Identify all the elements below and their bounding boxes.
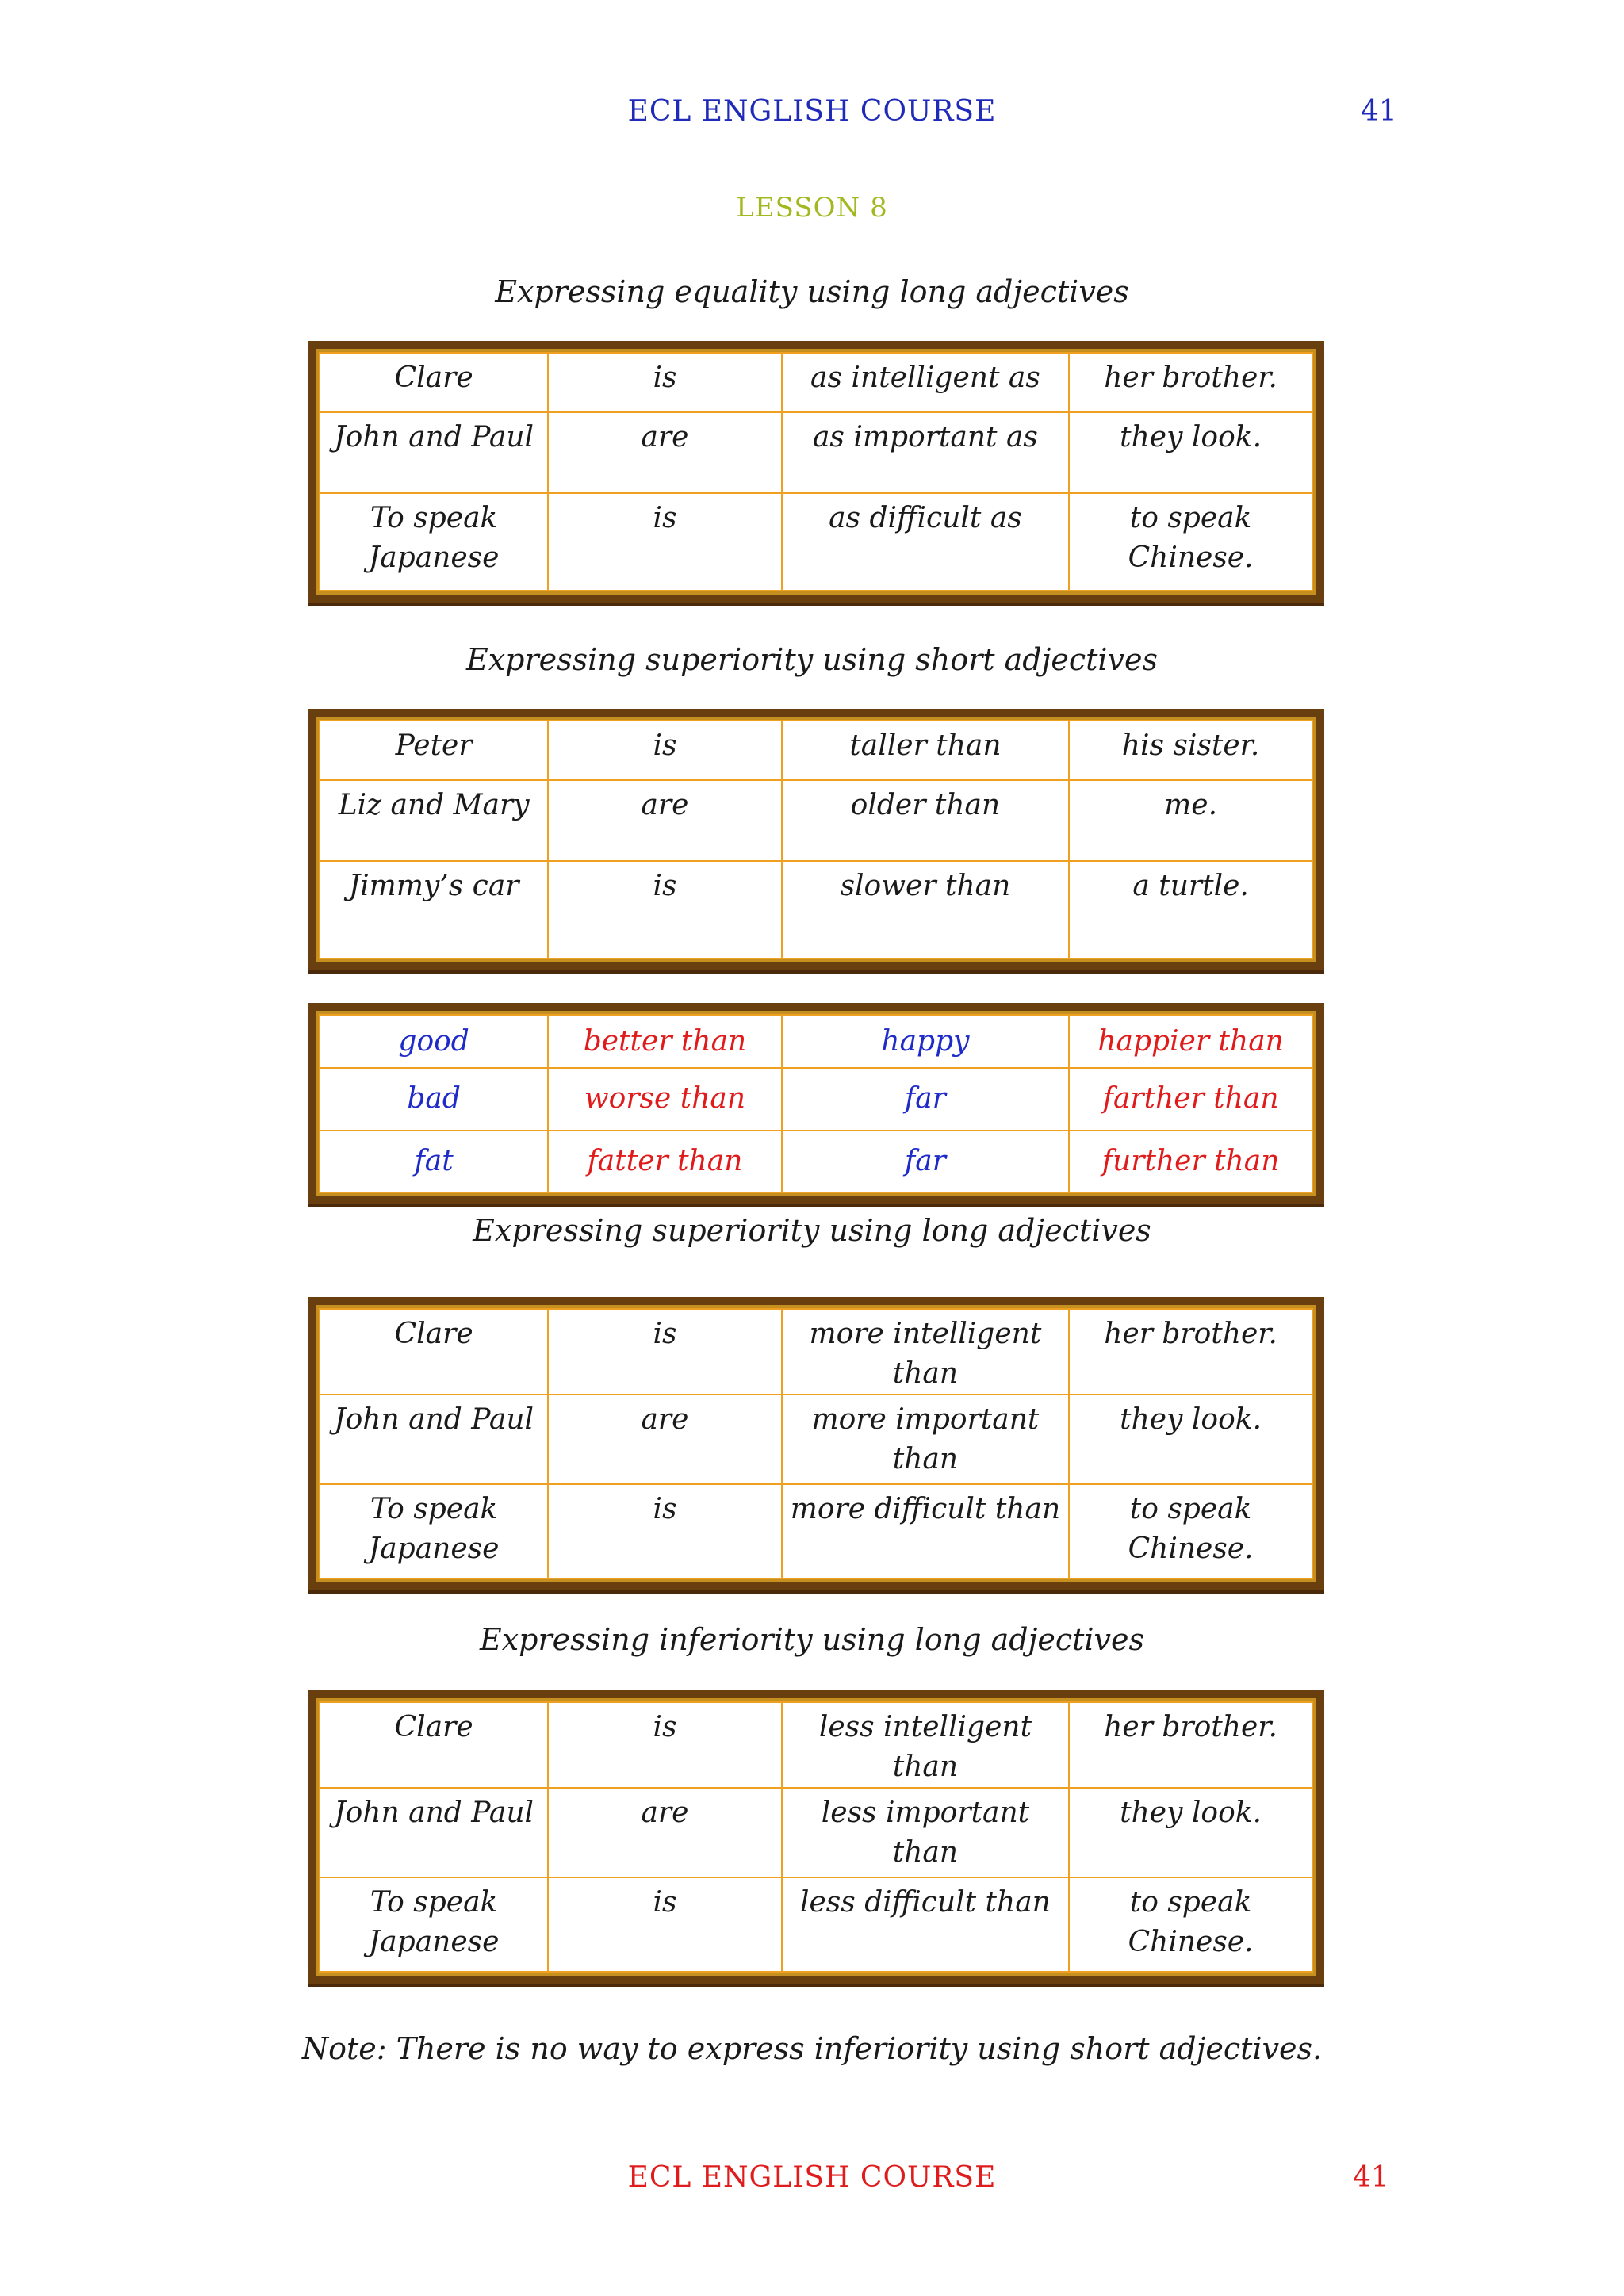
- table-cell: as difficult as: [782, 493, 1069, 591]
- table-cell: far: [782, 1068, 1069, 1130]
- table-cell: is: [548, 1484, 781, 1578]
- table-cell: more difficult than: [782, 1484, 1069, 1578]
- table-cell: her brother.: [1069, 1702, 1312, 1788]
- table-cell: is: [548, 1309, 781, 1395]
- table-cell: her brother.: [1069, 353, 1312, 412]
- table-cell: farther than: [1069, 1068, 1312, 1130]
- table-cell: further than: [1069, 1131, 1312, 1192]
- table-cell: a turtle.: [1069, 861, 1312, 959]
- table-cell: is: [548, 1877, 781, 1972]
- table-cell: are: [548, 1395, 781, 1484]
- table-cell: are: [548, 1788, 781, 1877]
- table-cell: is: [548, 721, 781, 780]
- table-cell: Peter: [320, 721, 548, 780]
- table-cell: Clare: [320, 353, 548, 412]
- table-cell: is: [548, 493, 781, 591]
- table-row: [320, 412, 1312, 493]
- table-row: [320, 1068, 1312, 1130]
- table-cell: bad: [320, 1068, 548, 1130]
- table-cell: as important as: [782, 412, 1069, 493]
- table-cell: less intelligent than: [782, 1702, 1069, 1788]
- table-row: [320, 1131, 1312, 1192]
- table-cell: they look.: [1069, 1395, 1312, 1484]
- table-cell: To speak Japanese: [320, 493, 548, 591]
- table-cell: John and Paul: [320, 412, 548, 493]
- table-cell: Jimmy’s car: [320, 861, 548, 959]
- table-cell: to speak Chinese.: [1069, 493, 1312, 591]
- table-cell: fat: [320, 1131, 548, 1192]
- heading-superiority-short: Expressing superiority using short adjectives: [465, 642, 1159, 677]
- table-row: [320, 1788, 1312, 1877]
- table-cell: far: [782, 1131, 1069, 1192]
- table-inferiority-long: [308, 1690, 1324, 1984]
- table-cell: better than: [548, 1015, 781, 1068]
- table-cell: as intelligent as: [782, 353, 1069, 412]
- table-cell: less important than: [782, 1788, 1069, 1877]
- table-row: [320, 780, 1312, 861]
- table-cell: less difficult than: [782, 1877, 1069, 1972]
- table-cell: Clare: [320, 1309, 548, 1395]
- table-cell: slower than: [782, 861, 1069, 959]
- table-cell: more important than: [782, 1395, 1069, 1484]
- table-equality-long: [308, 341, 1324, 603]
- heading-superiority-long: Expressing superiority using long adjectives: [473, 1213, 1151, 1248]
- table-cell: his sister.: [1069, 721, 1312, 780]
- table-cell: they look.: [1069, 1788, 1312, 1877]
- heading-equality-long: Expressing equality using long adjectives: [495, 274, 1129, 309]
- table-cell: they look.: [1069, 412, 1312, 493]
- table-cell: Clare: [320, 1702, 548, 1788]
- table-cell: is: [548, 861, 781, 959]
- table-cell: happy: [782, 1015, 1069, 1068]
- table-row: [320, 721, 1312, 780]
- table-cell: worse than: [548, 1068, 781, 1130]
- header-page-number: 41: [1361, 95, 1397, 128]
- table-cell: is: [548, 353, 781, 412]
- table-cell: are: [548, 412, 781, 493]
- header-title: ECL ENGLISH COURSE: [627, 95, 997, 128]
- table-cell: taller than: [782, 721, 1069, 780]
- table-row: [320, 353, 1312, 412]
- table-cell: older than: [782, 780, 1069, 861]
- table-cell: to speak Chinese.: [1069, 1877, 1312, 1972]
- table-row: [320, 1395, 1312, 1484]
- heading-inferiority-long: Expressing inferiority using long adjectives: [479, 1622, 1145, 1657]
- lesson-title: LESSON 8: [736, 192, 888, 224]
- table-irregular-comparatives: [308, 1003, 1324, 1204]
- table-cell: good: [320, 1015, 548, 1068]
- table-superiority-short: [308, 709, 1324, 970]
- table-row: [320, 1015, 1312, 1068]
- table-cell: are: [548, 780, 781, 861]
- footer-page-number: 41: [1353, 2161, 1389, 2194]
- table-cell: me.: [1069, 780, 1312, 861]
- table-row: [320, 1877, 1312, 1972]
- table-cell: her brother.: [1069, 1309, 1312, 1395]
- table-cell: fatter than: [548, 1131, 781, 1192]
- table-superiority-long: [308, 1297, 1324, 1590]
- table-cell: to speak Chinese.: [1069, 1484, 1312, 1578]
- table-cell: Liz and Mary: [320, 780, 548, 861]
- table-cell: John and Paul: [320, 1788, 548, 1877]
- table-cell: is: [548, 1702, 781, 1788]
- table-row: [320, 493, 1312, 591]
- table-cell: happier than: [1069, 1015, 1312, 1068]
- table-row: [320, 1702, 1312, 1788]
- table-row: [320, 1309, 1312, 1395]
- table-cell: more intelligent than: [782, 1309, 1069, 1395]
- table-row: [320, 1484, 1312, 1578]
- table-cell: John and Paul: [320, 1395, 548, 1484]
- table-cell: To speak Japanese: [320, 1484, 548, 1578]
- table-cell: To speak Japanese: [320, 1877, 548, 1972]
- footer-title: ECL ENGLISH COURSE: [627, 2161, 997, 2194]
- table-row: [320, 861, 1312, 959]
- note-text: Note: There is no way to express inferiority using short adjectives.: [301, 2031, 1323, 2066]
